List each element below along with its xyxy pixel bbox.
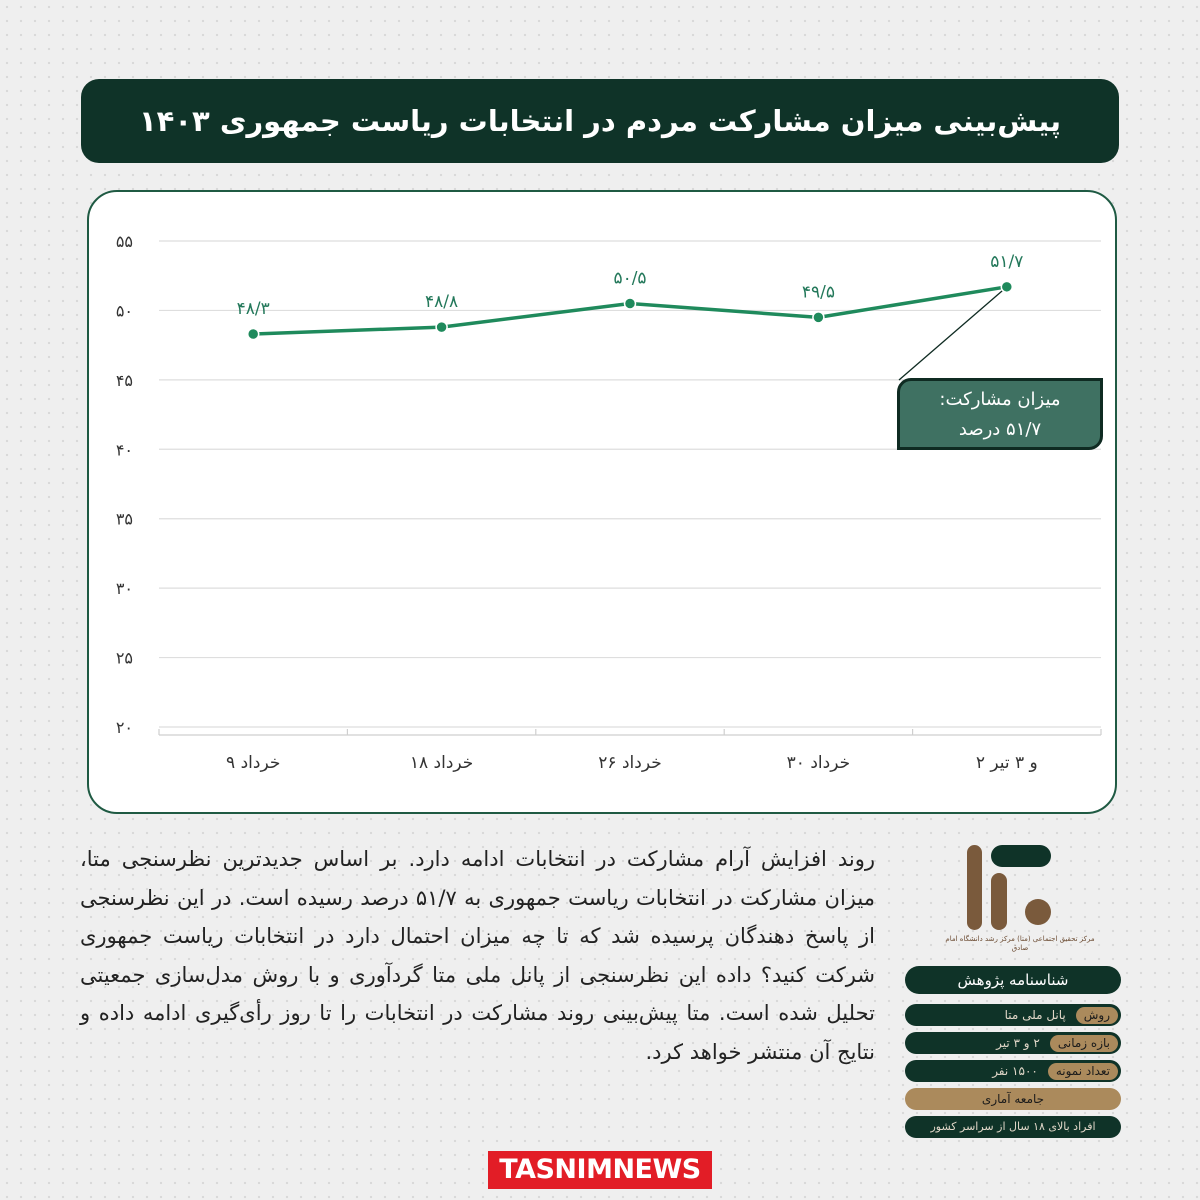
data-point <box>1001 281 1012 292</box>
spec-row-method <box>905 1004 1121 1026</box>
title-banner <box>81 79 1119 163</box>
y-tick-label: ۵۵ <box>115 232 133 251</box>
research-id-header: شناسنامه پژوهش <box>905 966 1121 994</box>
spec-row-period <box>905 1032 1121 1054</box>
y-tick-label: ۵۰ <box>115 301 133 321</box>
data-label: ۵۱/۷ <box>990 251 1024 272</box>
data-label: ۴۸/۳ <box>236 299 270 320</box>
data-point <box>813 312 824 323</box>
logo-caption: مرکز تحقیق اجتماعی (متا) مرکز رشد دانشگاه امام صادق <box>945 935 1095 952</box>
spec-value: ۱۵۰۰ نفر <box>992 1064 1038 1078</box>
spec-value: ۲ و ۳ تیر <box>996 1036 1040 1050</box>
callout-box <box>897 378 1103 450</box>
data-label: ۵۰/۵ <box>613 268 647 289</box>
x-tick-label: ۲۶ خرداد <box>598 753 662 773</box>
line-chart <box>89 192 1119 816</box>
spec-population-label: جامعه آماری <box>905 1088 1121 1110</box>
description-text: روند افزایش آرام مشارکت در انتخابات ادامه دارد. بر اساس جدیدترین نظرسنجی متا، میزان مشارکت در انتخابات ریاست جمهوری به ۵۱/۷ درصد رسیده است. در این نظرسنجی از پاسخ دهندگان پرسیده شد که تا چه میزان احتمال دارد در انتخابات ریاست جمهوری شرکت کنید؟ داده این نظرسنجی از پانل ملی متا گردآوری و با روش مدل‌سازی جمعیتی تحلیل شده است. متا پیش‌بینی روند مشارکت در انتخابات را تا روز رأی‌گیری ادامه داده و نتایج آن منتشر خواهد کرد. <box>80 847 875 1064</box>
x-tick-label: ۱۸ خرداد <box>409 753 474 773</box>
y-tick-label: ۲۰ <box>115 718 133 737</box>
spec-key: روش <box>1076 1007 1118 1024</box>
spec-row-sample <box>905 1060 1121 1082</box>
callout-line1: میزان مشارکت: <box>939 389 1061 410</box>
data-label: ۴۹/۵ <box>801 282 835 303</box>
data-point <box>436 322 447 333</box>
spec-value: پانل ملی متا <box>1004 1008 1066 1022</box>
y-tick-label: ۴۰ <box>115 440 133 460</box>
brand-logo: TASNIMNEWS <box>488 1151 712 1189</box>
y-tick-label: ۳۰ <box>115 579 133 599</box>
x-tick-label: ۲ و ۳ تیر <box>975 753 1038 773</box>
data-point <box>248 329 259 340</box>
chart-card <box>87 190 1117 814</box>
data-label: ۴۸/۸ <box>425 292 459 313</box>
y-tick-label: ۳۵ <box>115 509 133 529</box>
x-tick-label: ۹ خرداد <box>226 753 281 773</box>
x-tick-label: ۳۰ خرداد <box>786 753 851 773</box>
y-tick-label: ۴۵ <box>115 370 133 390</box>
data-point <box>625 298 636 309</box>
spec-key: تعداد نمونه <box>1048 1063 1118 1080</box>
y-tick-label: ۲۵ <box>115 648 133 668</box>
callout-line2: ۵۱/۷ درصد <box>958 419 1042 440</box>
spec-key: بازه زمانی <box>1050 1035 1118 1052</box>
page-title: پیش‌بینی میزان مشارکت مردم در انتخابات ریاست جمهوری ۱۴۰۳ <box>138 104 1062 138</box>
spec-population-value: افراد بالای ۱۸ سال از سراسر کشور <box>905 1116 1121 1138</box>
